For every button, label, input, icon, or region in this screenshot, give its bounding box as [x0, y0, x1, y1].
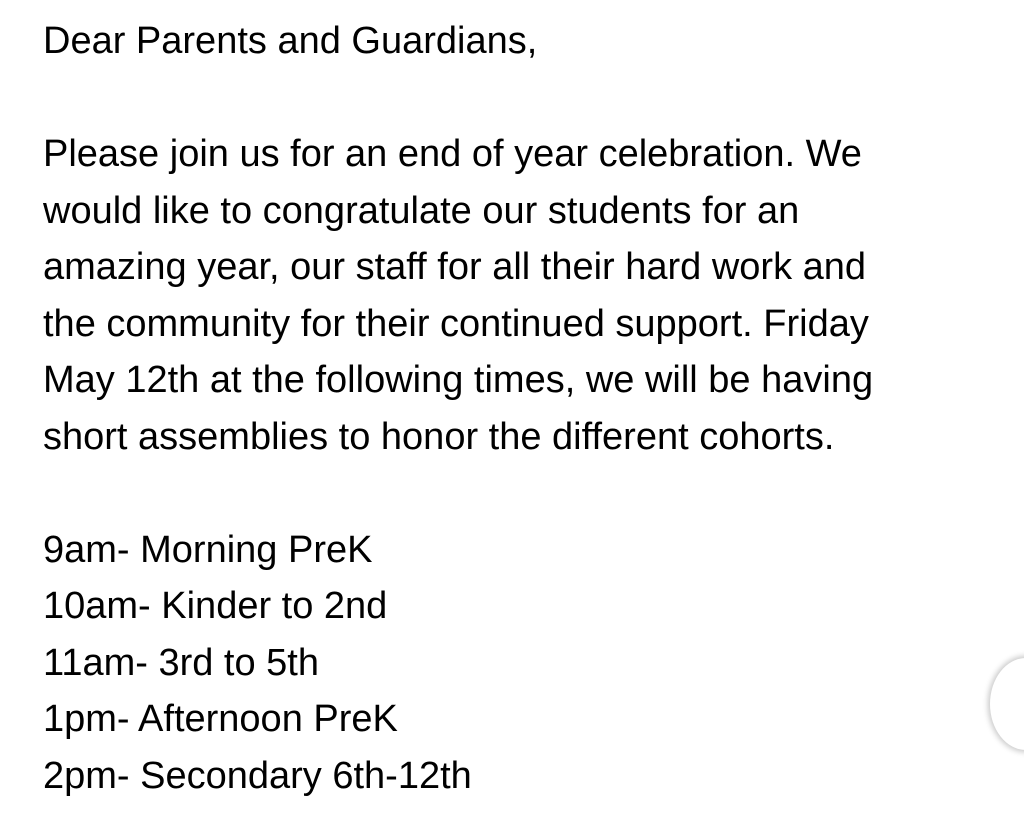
letter-text [43, 13, 1003, 804]
letter-body-line: would like to congratulate our students for an [43, 189, 800, 232]
letter-body-line: May 12th at the following times, we will be having [43, 359, 874, 401]
schedule-item: 10am- Kinder to 2nd [43, 585, 388, 627]
letter-body-line: amazing year, our staff for all their hard work and [43, 246, 867, 288]
schedule-item: 2pm- Secondary 6th-12th [43, 754, 472, 797]
schedule-item: 9am- Morning PreK [43, 528, 373, 571]
letter-greeting: Dear Parents and Guardians, [43, 20, 538, 62]
letter-body-line: the community for their continued support. Friday [43, 302, 869, 345]
schedule-item: 1pm- Afternoon PreK [43, 698, 398, 740]
spacer [43, 465, 1003, 522]
schedule-item: 11am- 3rd to 5th [43, 641, 320, 684]
letter-body-line: short assemblies to honor the different cohorts. [43, 415, 835, 458]
spacer [43, 70, 1003, 127]
letter-body-line: Please join us for an end of year celebration. We [43, 133, 862, 175]
